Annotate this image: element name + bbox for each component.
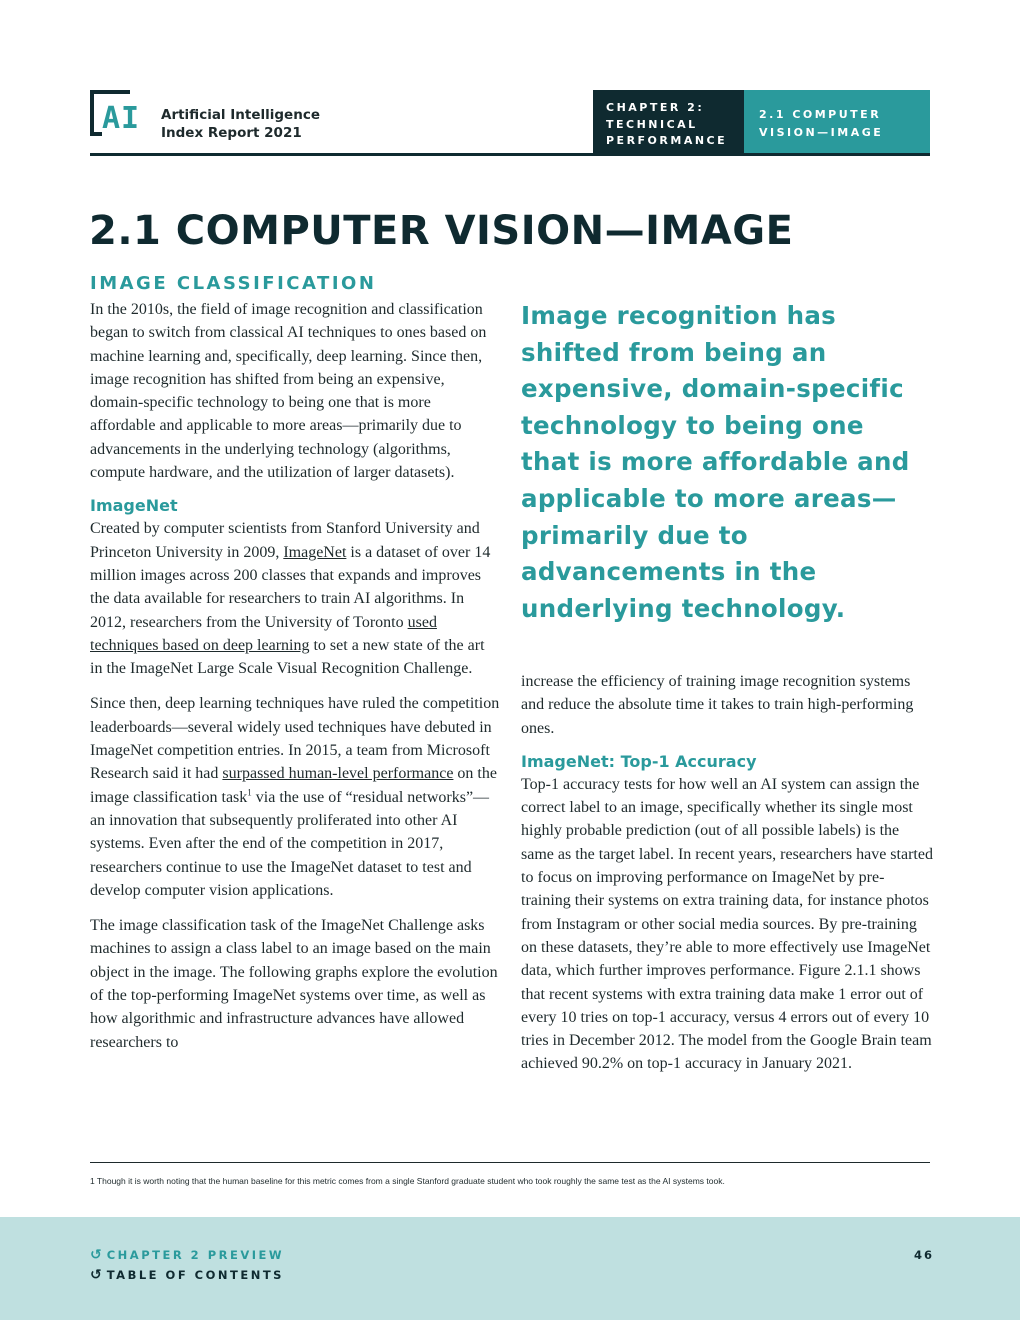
chapter-preview-link[interactable] <box>90 1247 284 1263</box>
table-of-contents-label: TABLE OF CONTENTS <box>106 1268 284 1282</box>
header-divider <box>90 153 930 156</box>
return-arrow-icon: ↺ <box>90 1247 102 1263</box>
text-span: via the use of “residual networks”—an innovation that subsequently proliferated into other AI systems. Even after the end of the competition in 2017, researchers continue to use the ImageNet dataset to test and develop computer vision applications. <box>90 788 490 899</box>
right-column <box>521 670 933 1076</box>
imagenet-link[interactable]: ImageNet <box>283 543 347 561</box>
deep-learning-link[interactable]: used techniques based on deep learning <box>90 613 437 654</box>
page-footer <box>0 1217 1020 1320</box>
imagenet-paragraph-1 <box>90 517 500 680</box>
imagenet-paragraph-2 <box>90 692 500 902</box>
chapter-preview-label: CHAPTER 2 PREVIEW <box>106 1248 285 1262</box>
logo-bracket-top <box>90 90 130 94</box>
left-column <box>90 298 500 1054</box>
page-title: 2.1 COMPUTER VISION—IMAGE <box>89 208 794 254</box>
footnote: 1 Though it is worth noting that the human baseline for this metric comes from a single Stanford graduate student who took roughly the same test as the AI systems took. <box>90 1176 725 1186</box>
text-span: on the image classification task <box>90 765 497 806</box>
section-heading: IMAGE CLASSIFICATION <box>90 273 377 294</box>
table-of-contents-link[interactable] <box>90 1267 284 1283</box>
chapter-tab[interactable]: CHAPTER 2: TECHNICAL PERFORMANCE <box>593 90 744 153</box>
top1-accuracy-heading: ImageNet: Top-1 Accuracy <box>521 751 757 771</box>
continuation-paragraph: increase the efficiency of training image recognition systems and reduce the absolute time it takes to train high-performing ones. <box>521 673 914 737</box>
text-span: Created by computer scientists from Stanford University and Princeton University in 2009, <box>90 520 480 561</box>
text-span: is a dataset of over 14 million images across 200 classes that expands and improves the data available for researchers to train AI algorithms. In 2012, researchers from the University of Toronto <box>90 543 491 631</box>
imagenet-heading: ImageNet <box>90 496 178 516</box>
intro-paragraph: In the 2010s, the field of image recognition and classification began to switch from classical AI techniques to ones based on machine learning and, specifically, deep learning. Since then, image recognition has shifted from being an expensive, domain-specific technology to being one that is more affordable and applicable to more areas—primarily due to advancements in the underlying technology (algorithms, compute hardware, and the utilization of larger datasets). <box>90 301 487 482</box>
report-title-line1: Artificial Intelligence <box>161 107 320 123</box>
human-level-performance-link[interactable]: surpassed human-level performance <box>222 765 454 783</box>
page-number: 46 <box>913 1248 934 1262</box>
footnote-ref[interactable]: 1 <box>247 787 252 798</box>
return-arrow-icon: ↺ <box>90 1267 102 1283</box>
ai-index-logo <box>90 90 146 140</box>
logo-text: AI <box>102 101 141 136</box>
pull-quote: Image recognition has shifted from being an expensive, domain-specific technology to being one that is more affordable and applicable to more areas—primarily due to advancements in the underlying technology. <box>521 301 910 623</box>
page-header <box>90 90 930 156</box>
report-title <box>161 106 320 142</box>
footnote-divider <box>90 1162 930 1163</box>
section-tab[interactable]: 2.1 COMPUTER VISION—IMAGE <box>744 90 930 153</box>
report-title-line2: Index Report 2021 <box>161 125 302 141</box>
imagenet-paragraph-3: The image classification task of the ImageNet Challenge asks machines to assign a class label to an image based on the main object in the image. The following graphs explore the evolution of the top-performing ImageNet systems over time, as well as how algorithmic and infrastructure advances have allowed researchers to <box>90 917 498 1051</box>
logo-bracket <box>90 90 102 136</box>
top1-accuracy-paragraph: Top-1 accuracy tests for how well an AI system can assign the correct label to an image, specifically whether its single most highly probable prediction (out of all possible labels) is the same as the target label. In recent years, researchers have started to focus on improving performance on ImageNet by pre-training their systems on extra training data, for instance photos from Instagram or other social media sources. By pre-training on these datasets, they’re able to more effectively use ImageNet data, which further improves performance. Figure 2.1.1 shows that recent systems with extra training data make 1 error out of every 10 tries on top-1 accuracy, versus 4 errors out of every 10 tries in December 2012. The model from the Google Brain team achieved 90.2% on top-1 accuracy in January 2021. <box>521 775 933 1073</box>
text-span: Since then, deep learning techniques have ruled the competition leaderboards—several widely used techniques have debuted in ImageNet competition entries. In 2015, a team from Microsoft Research said it had <box>90 695 500 783</box>
text-span: to set a new state of the art in the ImageNet Large Scale Visual Recognition Challenge. <box>90 636 485 678</box>
